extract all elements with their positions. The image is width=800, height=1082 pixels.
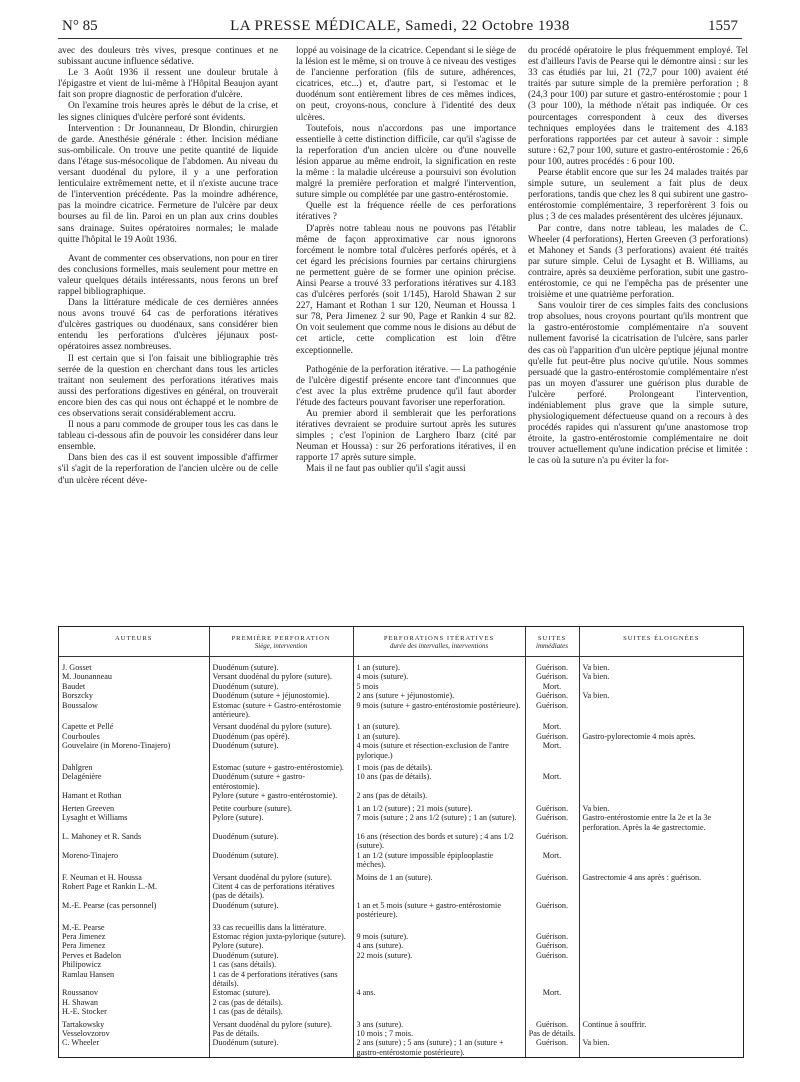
- author-cell: H.-E. Stocker: [59, 1007, 209, 1016]
- iterative-cell: 7 mois (suture ; 2 ans 1/2 (suture) ; 1 an (suture).: [353, 813, 525, 832]
- table-row: [59, 988, 743, 997]
- journal-title: LA PRESSE MÉDICALE, Samedi, 22 Octobre 1938: [230, 18, 570, 34]
- paragraph: D'après notre tableau nous ne pouvons pas l'établir même de façon approximative car nous ignorons forcément le nombre total d'ulcères perforés opérés, et à cet égard les précisions fournies par certains chirurgiens ne permettent guère de se former une opinion précise. Ainsi Pearse a trouvé 33 perforations itératives sur 4.183 cas d'ulcères perforés (soit 1/145), Harold Shawan 2 sur 227, Hamant et Rothan 1 sur 120, Neuman et Houssa 1 sur 78, Pera Jimenez 2 sur 90, Page et Rankin 4 sur 82. On voit seulement que comme nous le disions au début de cet article, cette complication est loin d'être exceptionnelle.: [296, 223, 516, 356]
- table-row: [59, 701, 743, 720]
- immediate-cell: Guérison.: [525, 901, 579, 920]
- first-perforation-cell: Pylore (suture + gastro-entérostomie).: [209, 791, 353, 800]
- first-perforation-cell: Versant duodénal du pylore (suture).: [209, 1017, 353, 1029]
- iterative-cell: [353, 1007, 525, 1016]
- author-cell: Courboules: [59, 732, 209, 741]
- author-cell: Roussanov: [59, 988, 209, 997]
- iterative-cell: 4 ans (suture).: [353, 941, 525, 950]
- immediate-cell: Guérison.: [525, 870, 579, 882]
- author-cell: Tartakowsky: [59, 1017, 209, 1029]
- iterative-cell: 1 an 1/2 (suture) ; 21 mois (suture).: [353, 801, 525, 813]
- longterm-cell: [579, 719, 743, 731]
- longterm-cell: [579, 932, 743, 941]
- immediate-cell: Mort.: [525, 988, 579, 997]
- first-perforation-cell: Duodénum (suture).: [209, 901, 353, 920]
- longterm-cell: [579, 741, 743, 760]
- immediate-cell: Guérison.: [525, 932, 579, 941]
- first-perforation-cell: Pylore (suture).: [209, 941, 353, 950]
- author-cell: Herten Greeven: [59, 801, 209, 813]
- author-cell: Robert Page et Rankin L.-M.: [59, 882, 209, 901]
- table-row: [59, 998, 743, 1007]
- table-row: [59, 691, 743, 700]
- author-cell: Hamant et Rothan: [59, 791, 209, 800]
- immediate-cell: Mort.: [525, 682, 579, 691]
- immediate-cell: Guérison.: [525, 941, 579, 950]
- first-perforation-cell: Duodénum (suture).: [209, 682, 353, 691]
- iterative-cell: 22 mois (suture).: [353, 951, 525, 960]
- longterm-cell: [579, 920, 743, 932]
- immediate-cell: Mort.: [525, 851, 579, 870]
- iterative-cell: 1 mois (pas de détails).: [353, 760, 525, 772]
- iterative-cell: 4 ans.: [353, 988, 525, 997]
- iterative-cell: 1 an (suture).: [353, 719, 525, 731]
- first-perforation-cell: Pylore (suture).: [209, 813, 353, 832]
- first-perforation-cell: Duodénum (suture).: [209, 832, 353, 851]
- table-row: [59, 672, 743, 681]
- iterative-cell: 2 ans (suture + jéjunostomie).: [353, 691, 525, 700]
- longterm-cell: [579, 1029, 743, 1038]
- paragraph: Sans vouloir tirer de ces simples faits des conclusions trop absolues, nous croyons pourtant qu'ils montrent que la gastro-entérostomie complémentaire n'a souvent nullement favorisé la cicatrisation de l'ulcère, sans parler des cas où l'apparition d'un ulcère peptique jéjunal montre qu'elle fut peut-être plus nocive qu'utile. Nous sommes persuadé que la gastro-entérostomie complémentaire n'est pas un moyen d'assurer une guérison plus durable de l'ulcère perforé. Prolongeant l'intervention, indéniablement plus grave que la simple suture, physiologiquement défectueuse quand on a recours à des procédés rapides qui n'assurent qu'une anastomose trop étroite, la gastro-entérostomie complémentaire ne doit trouver actuellement qu'une indication précise et limitée : le cas où la suture n'a pu éviter la for-: [528, 301, 748, 467]
- paragraph: Le 3 Août 1936 il ressent une douleur brutale à l'épigastre et vient de lui-même à l'Hôpital Beaujon ayant fait son propre diagnostic de perforation d'ulcère.: [58, 68, 278, 101]
- paragraph: Il est certain que si l'on faisait une bibliographie très serrée de la question en cherchant dans tous les articles traitant non seulement des perforations itératives mais aussi des perforations digestives en général, on trouverait encore bien des cas qui nous ont échappé et le nombre de ces observations serait considérablement accru.: [58, 353, 278, 419]
- author-cell: J. Gosset: [59, 657, 209, 673]
- longterm-cell: [579, 951, 743, 960]
- table-row: [59, 791, 743, 800]
- author-cell: F. Neuman et H. Houssa: [59, 870, 209, 882]
- iterative-cell: 1 an (suture).: [353, 657, 525, 673]
- iterative-cell: 10 ans (pas de détails).: [353, 772, 525, 791]
- first-perforation-cell: 2 cas (pas de détails).: [209, 998, 353, 1007]
- paragraph: Mais il ne faut pas oublier qu'il s'agit aussi: [306, 464, 466, 475]
- header-immediate-outcome: SUITES immédiates: [525, 627, 579, 657]
- first-perforation-cell: Duodénum (suture).: [209, 851, 353, 870]
- table-row: [59, 1007, 743, 1016]
- immediate-cell: Guérison.: [525, 691, 579, 700]
- paragraph: Dans la littérature médicale de ces dernières années nous avons trouvé 64 cas de perforations itératives d'ulcères gastriques ou duodénaux, sans considérer bien entendu les perforations d'ulcères jéjunaux post-opératoires assez nombreuses.: [58, 298, 278, 353]
- immediate-cell: Guérison.: [525, 657, 579, 673]
- author-cell: M.-E. Pearse (cas personnel): [59, 901, 209, 920]
- cases-table: [58, 626, 744, 1058]
- immediate-cell: Guérison.: [525, 672, 579, 681]
- first-perforation-cell: Versant duodénal du pylore (suture).: [209, 870, 353, 882]
- first-perforation-cell: Versant duodénal du pylore (suture).: [209, 672, 353, 681]
- immediate-cell: [525, 760, 579, 772]
- longterm-cell: [579, 882, 743, 901]
- author-cell: Borszcky: [59, 691, 209, 700]
- header-authors: AUTEURS: [59, 627, 209, 657]
- header-first-perforation: PREMIÈRE PERFORATION Siège, intervention: [209, 627, 353, 657]
- immediate-cell: Guérison.: [525, 813, 579, 832]
- immediate-cell: Guérison.: [525, 701, 579, 720]
- author-cell: Perves et Badelon: [59, 951, 209, 960]
- first-perforation-cell: 1 cas (pas de détails).: [209, 1007, 353, 1016]
- iterative-cell: Moins de 1 an (suture).: [353, 870, 525, 882]
- longterm-cell: Gastrectomie 4 ans après : guérison.: [582, 872, 702, 882]
- iterative-cell: 2 ans (suture) ; 5 ans (suture) ; 1 an (suture + gastro-entérostomie postérieure).: [353, 1038, 525, 1057]
- text-column-2: [296, 46, 516, 476]
- first-perforation-cell: Duodénum (suture + gastro-entérostomie).: [209, 772, 353, 791]
- author-cell: Boussalow: [59, 701, 209, 720]
- first-perforation-cell: Petite courbure (suture).: [209, 801, 353, 813]
- first-perforation-cell: Estomac (suture).: [209, 988, 353, 997]
- first-perforation-cell: 1 cas (sans détails).: [209, 960, 353, 969]
- immediate-cell: Guérison.: [525, 1017, 579, 1029]
- author-cell: Vesselovzorov: [59, 1029, 209, 1038]
- table-row: [59, 951, 743, 960]
- immediate-cell: Mort.: [525, 741, 579, 760]
- immediate-cell: Mort.: [525, 719, 579, 731]
- paragraph: Avant de commenter ces observations, non pour en tirer des conclusions formelles, mais seulement pour mettre en valeur quelques détails intéressants, nous ferons un bref rappel bibliographique.: [58, 253, 278, 297]
- table-row: [59, 813, 743, 832]
- immediate-cell: [525, 960, 579, 969]
- author-cell: Delagénière: [59, 772, 209, 791]
- longterm-cell: Va bien.: [582, 803, 610, 813]
- page-number: 1557: [708, 18, 738, 34]
- iterative-cell: 3 ans (suture).: [353, 1017, 525, 1029]
- author-cell: Gouvelaire (in Moreno-Tinajero): [59, 741, 209, 760]
- table-body: [59, 657, 743, 1058]
- longterm-cell: Va bien.: [582, 672, 610, 682]
- table-row: [59, 719, 743, 731]
- longterm-cell: [579, 851, 743, 870]
- table-row: [59, 901, 743, 920]
- paragraph: Il nous a paru commode de grouper tous les cas dans le tableau ci-dessous afin de pouvoir les considérer dans leur ensemble.: [58, 420, 278, 453]
- longterm-cell: [579, 682, 743, 691]
- first-perforation-cell: Duodénum (pas opéré).: [209, 732, 353, 741]
- first-perforation-cell: Duodénum (suture).: [209, 741, 353, 760]
- header-long-term-outcome: SUITES ÉLOIGNÉES: [579, 627, 743, 657]
- author-cell: Baudet: [59, 682, 209, 691]
- iterative-cell: [353, 970, 525, 989]
- immediate-cell: Mort.: [525, 772, 579, 791]
- iterative-cell: 9 mois (suture).: [353, 932, 525, 941]
- iterative-cell: 5 mois: [353, 682, 525, 691]
- longterm-cell: Va bien.: [582, 663, 610, 672]
- table-row: [59, 941, 743, 950]
- longterm-cell: [579, 901, 743, 920]
- first-perforation-cell: Versant duodénal du pylore (suture).: [209, 719, 353, 731]
- longterm-cell: Gastro-entérostomie entre la 2e et la 3e perforation. Après la 4e gastrectomie.: [582, 813, 712, 832]
- iterative-cell: 1 an (suture).: [353, 732, 525, 741]
- paragraph: avec des douleurs très vives, presque continues et ne subissant aucune influence sédative.: [58, 46, 278, 68]
- longterm-cell: [579, 941, 743, 950]
- author-cell: C. Wheeler: [59, 1038, 209, 1057]
- iterative-cell: 16 ans (résection des bords et suture) ; 4 ans 1/2 (suture).: [353, 832, 525, 851]
- table-row: [59, 741, 743, 760]
- first-perforation-cell: Duodénum (suture + jéjunostomie).: [209, 691, 353, 700]
- table-row: [59, 970, 743, 989]
- table-row: [59, 732, 743, 741]
- paragraph: Intervention : Dr Jounanneau, Dr Blondin, chirurgien de garde. Anesthésie générale : éther. Incision médiane sus-ombilicale. On trouve une petite quantité de liquide dans l'étage sus-mésocolique de l'abdomen. Au niveau du versant duodénal du pylore, il y a une perforation lenticulaire extrêmement nette, et il n'existe aucune trace de l'intervention précédente. Pas la moindre adhérence, pas la moindre cicatrice. Fermeture de l'ulcère par deux bourses au fil de lin. Paroi en un plan aux crins doubles sans drainage. Suites opératoires normales; le malade quitte l'hôpital le 19 Août 1936.: [58, 123, 278, 245]
- longterm-cell: [579, 988, 743, 997]
- page-header: [58, 16, 742, 39]
- author-cell: Pera Jimenez: [59, 932, 209, 941]
- longterm-cell: [579, 791, 743, 800]
- author-cell: Lysaght et Williams: [59, 813, 209, 832]
- table-row: [59, 960, 743, 969]
- first-perforation-cell: Citent 4 cas de perforations itératives (pas de détails).: [209, 882, 353, 901]
- immediate-cell: [525, 920, 579, 932]
- iterative-cell: 10 mois ; 7 mois.: [353, 1029, 525, 1038]
- paragraph: Par contre, dans notre tableau, les malades de C. Wheeler (4 perforations), Herten Greeven (3 perforations) et Mahoney et Sands (3 perforations) avaient été traités par suture simple. Celui de Lysaght et B. Williams, au contraire, après sa deuxième perforation, subit une gastro-entérostomie, ce qui ne l'empêcha pas de présenter une troisième et une quatrième perforation.: [528, 223, 748, 301]
- first-perforation-cell: Estomac (suture + Gastro-entérostomie antérieure).: [209, 701, 353, 720]
- longterm-cell: [579, 772, 743, 791]
- immediate-cell: Guérison.: [525, 832, 579, 851]
- immediate-cell: [525, 791, 579, 800]
- table-row: [59, 932, 743, 941]
- table-row: [59, 870, 743, 882]
- longterm-cell: Va bien.: [582, 1038, 610, 1048]
- paragraph: Pearse établit encore que sur les 24 malades traités par simple suture, un seulement a fait plus de deux perforations, tandis que chez les 8 qui subirent une gastro-entérostomie complémentaire, 3 reperforèrent 3 fois ou plus ; 3 de ces malades présentèrent des ulcères jéjunaux.: [528, 168, 748, 223]
- table-row: [59, 657, 743, 673]
- section-paragraph: Pathogénie de la perforation itérative. — La pathogénie de l'ulcère digestif présente encore tant d'inconnues que c'est avec la plus extrême prudence qu'il faut aborder l'étude des facteurs pouvant favoriser une reperforation.: [296, 364, 516, 408]
- iterative-cell: 1 an et 5 mois (suture + gastro-entérostomie postérieure).: [353, 901, 525, 920]
- iterative-cell: [353, 960, 525, 969]
- header-iterative-perforations: PERFORATIONS ITÉRATIVES durée des intervalles, interventions: [353, 627, 525, 657]
- author-cell: L. Mahoney et R. Sands: [59, 832, 209, 851]
- table-header-row: [59, 627, 743, 657]
- immediate-cell: Guérison.: [525, 732, 579, 741]
- longterm-cell: [579, 760, 743, 772]
- first-perforation-cell: Duodénum (suture).: [209, 657, 353, 673]
- longterm-cell: [579, 1007, 743, 1016]
- author-cell: H. Shawan: [59, 998, 209, 1007]
- issue-number: N° 85: [62, 18, 98, 34]
- table-row: [59, 1038, 743, 1057]
- table-row: [59, 851, 743, 870]
- immediate-cell: [525, 970, 579, 989]
- iterative-cell: 2 ans (pas de détails).: [353, 791, 525, 800]
- longterm-cell: Continue à souffrir.: [582, 1019, 647, 1029]
- author-cell: Philipowicz: [59, 960, 209, 969]
- first-perforation-cell: Estomac (suture + gastro-entérostomie).: [209, 760, 353, 772]
- longterm-cell: [579, 832, 743, 851]
- table-row: [59, 920, 743, 932]
- longterm-cell: [579, 998, 743, 1007]
- iterative-cell: [353, 882, 525, 901]
- author-cell: Pera Jimenez: [59, 941, 209, 950]
- table-row: [59, 832, 743, 851]
- iterative-cell: [353, 920, 525, 932]
- iterative-cell: 4 mois (suture et résection-exclusion de l'antre pylorique.): [353, 741, 525, 760]
- immediate-cell: [525, 1007, 579, 1016]
- table-row: [59, 682, 743, 691]
- immediate-cell: Pas de détails.: [525, 1029, 579, 1038]
- text-column-1: [58, 46, 278, 487]
- first-perforation-cell: 1 cas de 4 perforations itératives (sans détails).: [209, 970, 353, 989]
- longterm-cell: [579, 701, 743, 720]
- author-cell: Dahlgren: [59, 760, 209, 772]
- first-perforation-cell: 33 cas recueillis dans la littérature.: [209, 920, 353, 932]
- paragraph: Dans bien des cas il est souvent impossible d'affirmer s'il s'agit de la reperforation de l'ancien ulcère ou de celle d'un ulcère récent déve-: [58, 453, 278, 486]
- paragraph: On l'examine trois heures après le début de la crise, et les signes cliniques d'ulcère perforé sont évidents.: [58, 101, 278, 123]
- paragraph: Au premier abord il semblerait que les perforations itératives devraient se produire surtout après les sutures simples ; c'est l'opinion de Larghero Ibarz (cité par Neuman et Houssa) : sur 26 perforations itératives, il en rapporte 17 après suture simple.: [296, 409, 516, 464]
- table-row: [59, 801, 743, 813]
- immediate-cell: Guérison.: [525, 1038, 579, 1057]
- immediate-cell: [525, 998, 579, 1007]
- paragraph: Toutefois, nous n'accordons pas une importance essentielle à cette distinction difficile, car qu'il s'agisse de la reperforation d'un ancien ulcère ou d'une nouvelle lésion apparue au même endroit, la signification en reste la même : la maladie ulcéreuse a poursuivi son évolution malgré la première perforation et malgré l'intervention, suture simple ou complétée par une gastro-entérostomie.: [296, 123, 516, 201]
- iterative-cell: 1 an 1/2 (suture impossible épiplooplastie mèches).: [353, 851, 525, 870]
- author-cell: Capette et Pellé: [59, 719, 209, 731]
- iterative-cell: 4 mois (suture).: [353, 672, 525, 681]
- longterm-cell: [579, 960, 743, 969]
- iterative-cell: 9 mois (suture + gastro-entérostomie postérieure).: [353, 701, 525, 720]
- table-row: [59, 882, 743, 901]
- table-row: [59, 1029, 743, 1038]
- paragraph: du procédé opératoire le plus fréquemment employé. Tel est d'ailleurs l'avis de Pearse qui le démontre ainsi : sur les 33 cas étudiés par lui, 21 (72,7 pour 100) avaient été traités par suture simple de la première perforation ; 8 (24,3 pour 100) par suture et gastro-entérostomie ; pour 1 (3 pour 100), la méthode n'était pas indiquée. Or ces pourcentages correspondent à ceux des diverses techniques employées dans le traitement des 4.183 perforations rapportées par cet auteur à savoir : simple suture : 62,7 pour 100, suture et gastro-entérostomie : 26,6 pour 100, autres procédés : 6 pour 100.: [528, 46, 748, 167]
- immediate-cell: Guérison.: [525, 801, 579, 813]
- table-row: [59, 772, 743, 791]
- longterm-cell: Gastro-pylorectomie 4 mois après.: [582, 731, 696, 741]
- paragraph: Quelle est la fréquence réelle de ces perforations itératives ?: [296, 201, 516, 223]
- longterm-cell: Va bien.: [582, 691, 610, 701]
- table-row: [59, 760, 743, 772]
- first-perforation-cell: Duodénum (suture).: [209, 951, 353, 960]
- first-perforation-cell: Duodénum (suture).: [209, 1038, 353, 1057]
- text-column-3: [528, 46, 748, 468]
- author-cell: M.-E. Pearse: [59, 920, 209, 932]
- table-row: [59, 1017, 743, 1029]
- author-cell: M. Jounanneau: [59, 672, 209, 681]
- paragraph: loppé au voisinage de la cicatrice. Cependant si le siège de la lésion est le même, si on trouve à ce niveau des vestiges de l'ancienne perforation (fils de suture, adhérences, cicatrices, etc...) et, d'autre part, si l'estomac et le duodénum sont entièrement libres de ces mêmes indices, on peut, croyons-nous, conclure à l'identité des deux ulcères.: [296, 46, 516, 123]
- immediate-cell: [525, 882, 579, 901]
- first-perforation-cell: Estomac région juxta-pylorique (suture).: [209, 932, 353, 941]
- longterm-cell: [579, 970, 743, 989]
- first-perforation-cell: Pas de détails.: [209, 1029, 353, 1038]
- author-cell: Moreno-Tinajero: [59, 851, 209, 870]
- immediate-cell: Guérison.: [525, 951, 579, 960]
- iterative-cell: [353, 998, 525, 1007]
- author-cell: Ramlau Hansen: [59, 970, 209, 989]
